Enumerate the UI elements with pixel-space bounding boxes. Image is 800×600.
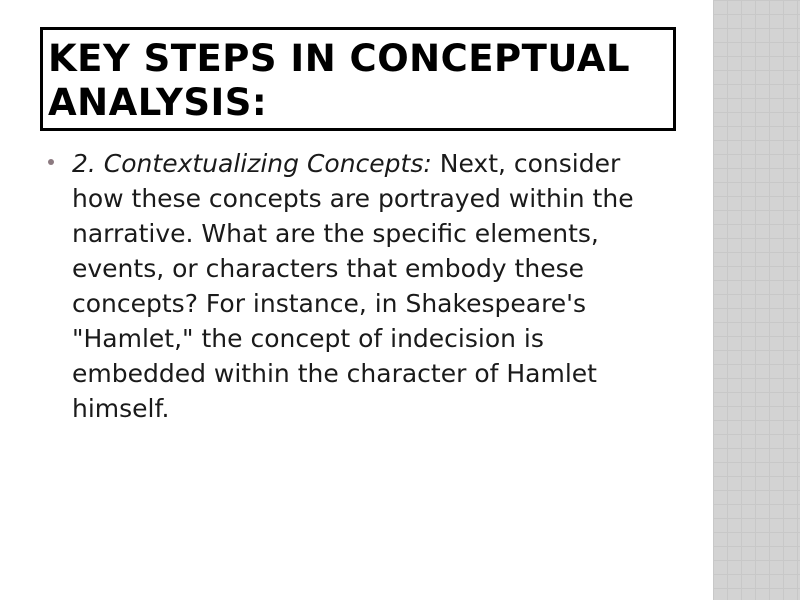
title-frame — [40, 27, 676, 131]
slide-title: KEY STEPS IN CONCEPTUAL ANALYSIS: — [48, 37, 631, 124]
bullet-lead-text: 2. Contextualizing Concepts: — [72, 149, 432, 178]
bullet-dot-icon — [48, 159, 54, 165]
decorative-side-panel — [713, 0, 800, 600]
bullet-item — [48, 146, 648, 426]
bullet-body-text: Next, consider how these concepts are portrayed within the narrative. What are the specific elements, events, or characters that embody these concepts? For instance, in Shakespeare's "Hamlet," the concept of indecision is embedded within the character of Hamlet himself. — [72, 149, 634, 423]
bullet-list — [48, 146, 648, 426]
